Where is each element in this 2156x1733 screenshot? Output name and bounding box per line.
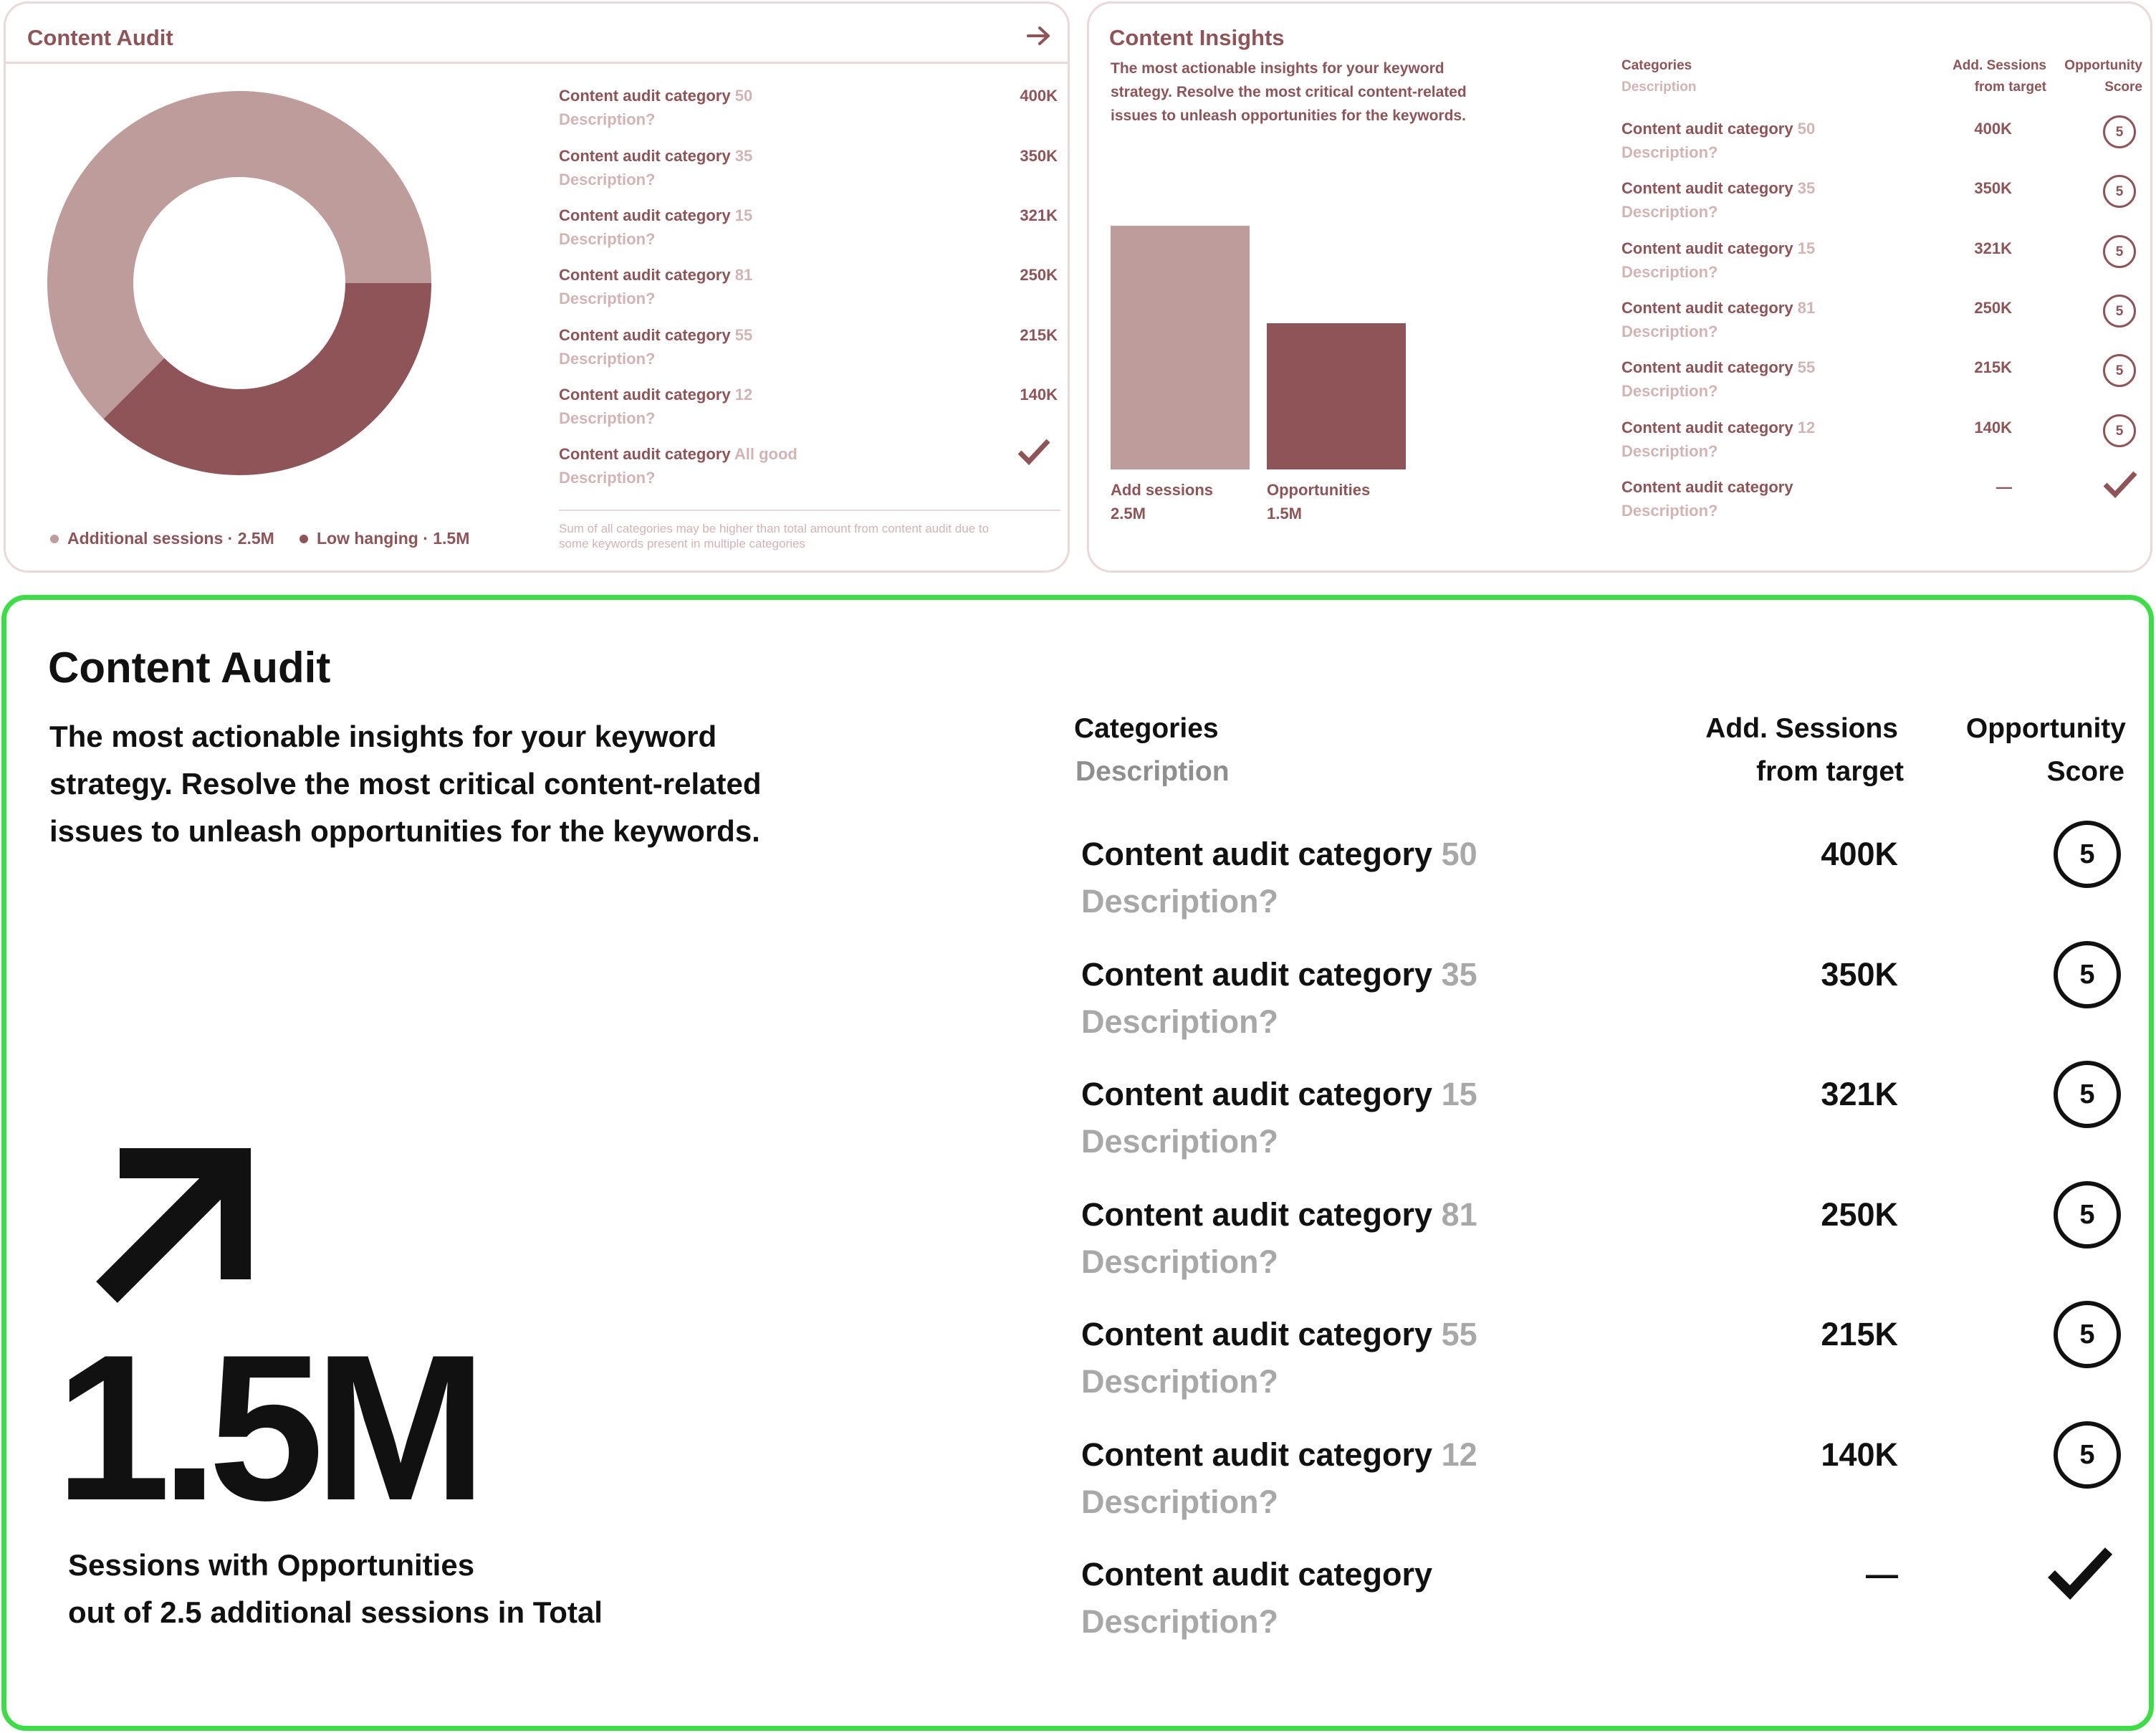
header-description: Description: [1075, 756, 1230, 787]
score-badge: 5: [2103, 235, 2136, 268]
audit-row[interactable]: [1081, 1191, 2135, 1286]
row-category: Content audit category: [559, 266, 731, 284]
donut-chart: [46, 90, 433, 477]
row-value: 215K: [1974, 358, 2012, 376]
score-badge: 5: [2054, 1301, 2121, 1368]
row-description: Description?: [559, 230, 656, 248]
row-category: Content audit category: [1621, 120, 1793, 138]
row-category: Content audit category: [559, 326, 731, 344]
row-category: Content audit category: [559, 206, 731, 224]
arrow-right-icon[interactable]: [1026, 25, 1052, 47]
score-badge: 5: [2054, 821, 2121, 888]
audit-row[interactable]: [559, 442, 1060, 490]
row-value: 250K: [1020, 266, 1058, 284]
row-count: 35: [1441, 956, 1477, 993]
row-value: —: [1996, 478, 2012, 496]
score-badge: 5: [2054, 941, 2121, 1008]
row-category: Content audit category: [559, 87, 731, 105]
header-score: Opportunity: [2064, 58, 2142, 73]
audit-row[interactable]: [1081, 831, 2135, 925]
content-audit-card: [4, 1, 1070, 573]
header-sessions: Add. Sessions: [1953, 58, 2046, 73]
insight-row[interactable]: [1621, 117, 2137, 164]
arrow-up-right-icon: [78, 1136, 264, 1322]
row-count: 55: [734, 326, 753, 344]
audit-row[interactable]: [559, 383, 1060, 430]
content-insights-card: [1087, 1, 2152, 573]
score-badge: 5: [2054, 1421, 2121, 1489]
audit-row[interactable]: [1081, 951, 2135, 1046]
row-value: 215K: [1821, 1316, 1898, 1352]
row-description: Description?: [1621, 323, 1718, 340]
row-value: 140K: [1974, 419, 2012, 436]
row-value: 400K: [1974, 120, 2012, 138]
row-count: 81: [1441, 1196, 1477, 1233]
header-score: Opportunity: [1965, 713, 2126, 744]
row-count: 12: [734, 386, 753, 404]
checkmark-icon: [2047, 1545, 2113, 1600]
card-intro: The most actionable insights for your keyword strategy. Resolve the most critical content-related issues to unleash opportunities for the keywords.: [1111, 60, 1467, 124]
row-category: Content audit category: [1621, 299, 1793, 317]
row-count: 12: [1797, 419, 1816, 436]
row-category: Content audit category: [1621, 239, 1793, 257]
row-value: 250K: [1821, 1196, 1898, 1233]
row-value: 350K: [1821, 956, 1898, 993]
row-description: Description?: [1621, 203, 1718, 221]
row-category: Content audit category: [1621, 419, 1793, 436]
row-value: 350K: [1020, 147, 1058, 165]
row-category: Content audit category: [1081, 1556, 1433, 1593]
row-value: 321K: [1020, 206, 1058, 224]
row-value: 321K: [1974, 239, 2012, 257]
row-description: Description?: [1621, 502, 1718, 520]
score-badge: 5: [2103, 295, 2136, 328]
checkmark-icon: [1017, 438, 1050, 465]
row-count: 50: [1441, 836, 1477, 872]
legend-label: Low hanging · 1.5M: [317, 529, 470, 548]
row-description: Description?: [1081, 1603, 1279, 1640]
header-categories: Categories: [1621, 58, 1692, 73]
row-category: Content audit category: [1621, 358, 1793, 376]
legend-dot: [50, 535, 59, 543]
row-value: 140K: [1821, 1436, 1898, 1473]
row-description: Description?: [1081, 1363, 1279, 1400]
row-count: 50: [734, 87, 753, 105]
row-description: Description?: [1081, 1484, 1279, 1520]
card-intro: The most actionable insights for your keyword strategy. Resolve the most critical content-related issues to unleash opportunities for the keywords.: [49, 720, 762, 848]
caption-line: Sessions with Opportunities: [68, 1548, 475, 1582]
audit-row[interactable]: [1081, 1431, 2135, 1526]
header-sessions: Add. Sessions: [1705, 713, 1898, 744]
insight-row[interactable]: [1621, 475, 2137, 522]
row-value: 350K: [1974, 179, 2012, 197]
row-value: 215K: [1020, 326, 1058, 344]
row-count: 50: [1797, 120, 1816, 138]
insight-row[interactable]: [1621, 296, 2137, 343]
legend-label: Additional sessions · 2.5M: [67, 529, 274, 548]
bar-opportunities: [1267, 323, 1406, 469]
row-count: 15: [1441, 1076, 1477, 1112]
card-title: Content Insights: [1109, 25, 1285, 50]
audit-row[interactable]: [559, 204, 1060, 251]
row-count: All good: [734, 445, 797, 463]
row-value: 140K: [1020, 386, 1058, 404]
audit-row[interactable]: [559, 263, 1060, 310]
row-value: 400K: [1821, 836, 1898, 872]
card-title: Content Audit: [27, 25, 173, 50]
row-description: Description?: [1081, 1243, 1279, 1280]
row-description: Description?: [559, 171, 656, 188]
insight-row[interactable]: [1621, 176, 2137, 224]
row-category: Content audit category: [559, 147, 731, 165]
header-score-sub: Score: [2046, 756, 2124, 787]
audit-row[interactable]: [1081, 1071, 2135, 1165]
row-count: 81: [734, 266, 753, 284]
row-count: 12: [1441, 1436, 1477, 1473]
header-description: Description: [1621, 80, 1697, 95]
row-category: Content audit category: [1081, 1196, 1433, 1233]
insight-row[interactable]: [1621, 355, 2137, 403]
audit-row[interactable]: [559, 84, 1060, 131]
row-count: 15: [734, 206, 753, 224]
big-metric-caption: [68, 1542, 603, 1636]
row-category: Content audit category: [1081, 836, 1433, 872]
footnote: Sum of all categories may be higher than total amount from content audit due to some keywords present in multiple categories: [559, 522, 990, 550]
header-score-sub: Score: [2104, 80, 2142, 95]
bar-label-add-sessions: Add sessions 2.5M: [1111, 481, 1214, 522]
row-description: Description?: [1081, 883, 1279, 920]
header-categories: Categories: [1074, 713, 1219, 744]
row-value: 400K: [1020, 87, 1058, 105]
row-category: Content audit category: [1621, 179, 1793, 197]
score-badge: 5: [2103, 115, 2136, 148]
row-category: Content audit category: [559, 386, 731, 404]
row-count: 55: [1441, 1316, 1477, 1352]
row-category: Content audit category: [1081, 1076, 1433, 1112]
row-description: Description?: [559, 110, 656, 128]
card-header: [6, 4, 1068, 64]
row-description: Description?: [1081, 1003, 1279, 1040]
row-category: Content audit category: [1081, 1316, 1433, 1352]
big-metric-value: 1.5M: [55, 1312, 477, 1544]
row-category: Content audit category: [1081, 956, 1433, 993]
checkmark-icon: [2103, 469, 2137, 498]
row-category: Content audit category: [1621, 478, 1793, 496]
row-count: 55: [1797, 358, 1816, 376]
row-description: Description?: [1621, 263, 1718, 281]
legend-item-additional-sessions: [50, 529, 274, 548]
row-description: Description?: [559, 409, 656, 427]
insight-row[interactable]: [1621, 237, 2137, 284]
caption-line: out of 2.5 additional sessions in Total: [68, 1595, 603, 1629]
row-description: Description?: [1621, 382, 1718, 400]
score-badge: 5: [2103, 175, 2136, 208]
insight-row[interactable]: [1621, 416, 2137, 463]
legend-dot: [300, 535, 308, 543]
row-description: Description?: [559, 469, 656, 487]
row-count: 35: [734, 147, 753, 165]
row-description: Description?: [1081, 1123, 1279, 1160]
row-description: Description?: [559, 290, 656, 307]
audit-row[interactable]: [1081, 1311, 2135, 1405]
donut-slice-low-hanging: [103, 283, 431, 475]
row-count: 35: [1797, 179, 1816, 197]
card-title: Content Audit: [48, 644, 331, 692]
content-audit-detail-card: [1, 595, 2154, 1731]
row-category: Content audit category: [1081, 1436, 1433, 1473]
header-sessions-sub: from target: [1756, 756, 1904, 787]
audit-row[interactable]: [1081, 1551, 2135, 1646]
bar-add-sessions: [1111, 226, 1250, 469]
row-value: 321K: [1821, 1076, 1898, 1112]
row-category: Content audit category: [559, 445, 731, 463]
row-description: Description?: [1621, 442, 1718, 460]
audit-row[interactable]: [559, 323, 1060, 371]
row-count: 15: [1797, 239, 1816, 257]
row-description: Description?: [1621, 143, 1718, 161]
score-badge: 5: [2103, 414, 2136, 447]
bar-label-opportunities: Opportunities 1.5M: [1267, 481, 1371, 522]
score-badge: 5: [2054, 1061, 2121, 1128]
legend-item-low-hanging: [300, 529, 469, 548]
row-value: 250K: [1974, 299, 2012, 317]
score-badge: 5: [2103, 354, 2136, 387]
bar-chart: [1111, 226, 1426, 469]
row-value: —: [1866, 1556, 1898, 1593]
row-count: 81: [1797, 299, 1816, 317]
audit-row[interactable]: [559, 144, 1060, 191]
score-badge: 5: [2054, 1181, 2121, 1249]
divider: [559, 510, 1060, 511]
row-description: Description?: [559, 350, 656, 368]
header-sessions-sub: from target: [1974, 80, 2046, 95]
